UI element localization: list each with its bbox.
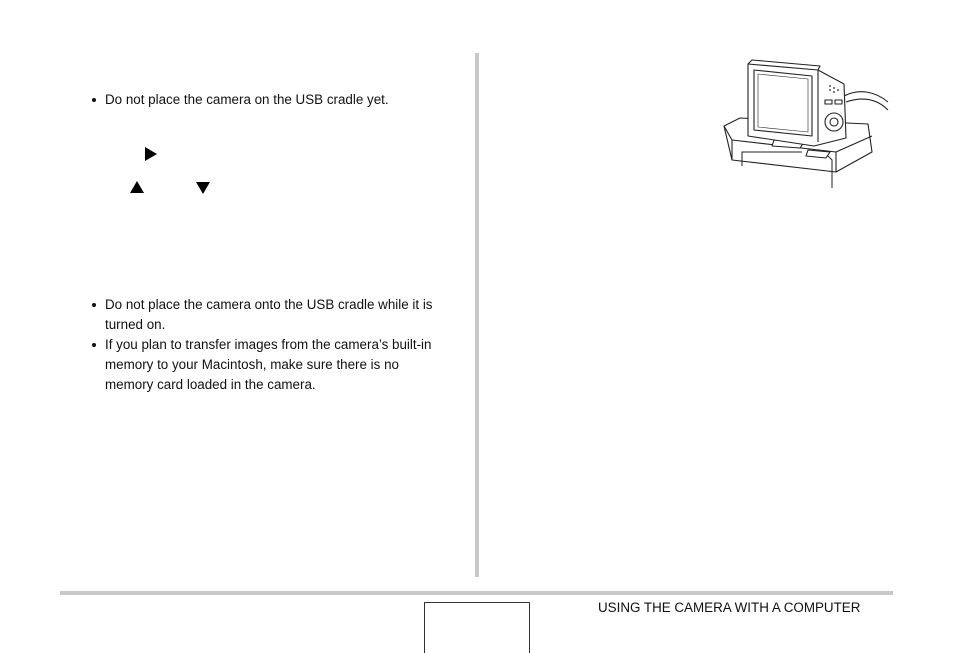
- note-item: Do not place the camera on the USB cradle yet.: [90, 90, 450, 110]
- down-arrow-icon: [196, 182, 210, 194]
- note-list-2: [90, 295, 450, 395]
- note-item: Do not place the camera onto the USB cradle while it is turned on.: [90, 295, 450, 335]
- note-item: If you plan to transfer images from the camera’s built-in memory to your Macintosh, make sure there is no memory card loaded in the camera.: [90, 335, 450, 395]
- footer-rule: [60, 591, 893, 595]
- right-arrow-icon: [145, 147, 157, 161]
- column-divider: [475, 53, 479, 577]
- camera-on-usb-cradle-illustration: [718, 56, 894, 188]
- up-arrow-icon: [130, 181, 144, 193]
- page-number-box: [424, 602, 530, 653]
- section-title: USING THE CAMERA WITH A COMPUTER: [598, 600, 861, 615]
- note-list-1: [90, 90, 450, 110]
